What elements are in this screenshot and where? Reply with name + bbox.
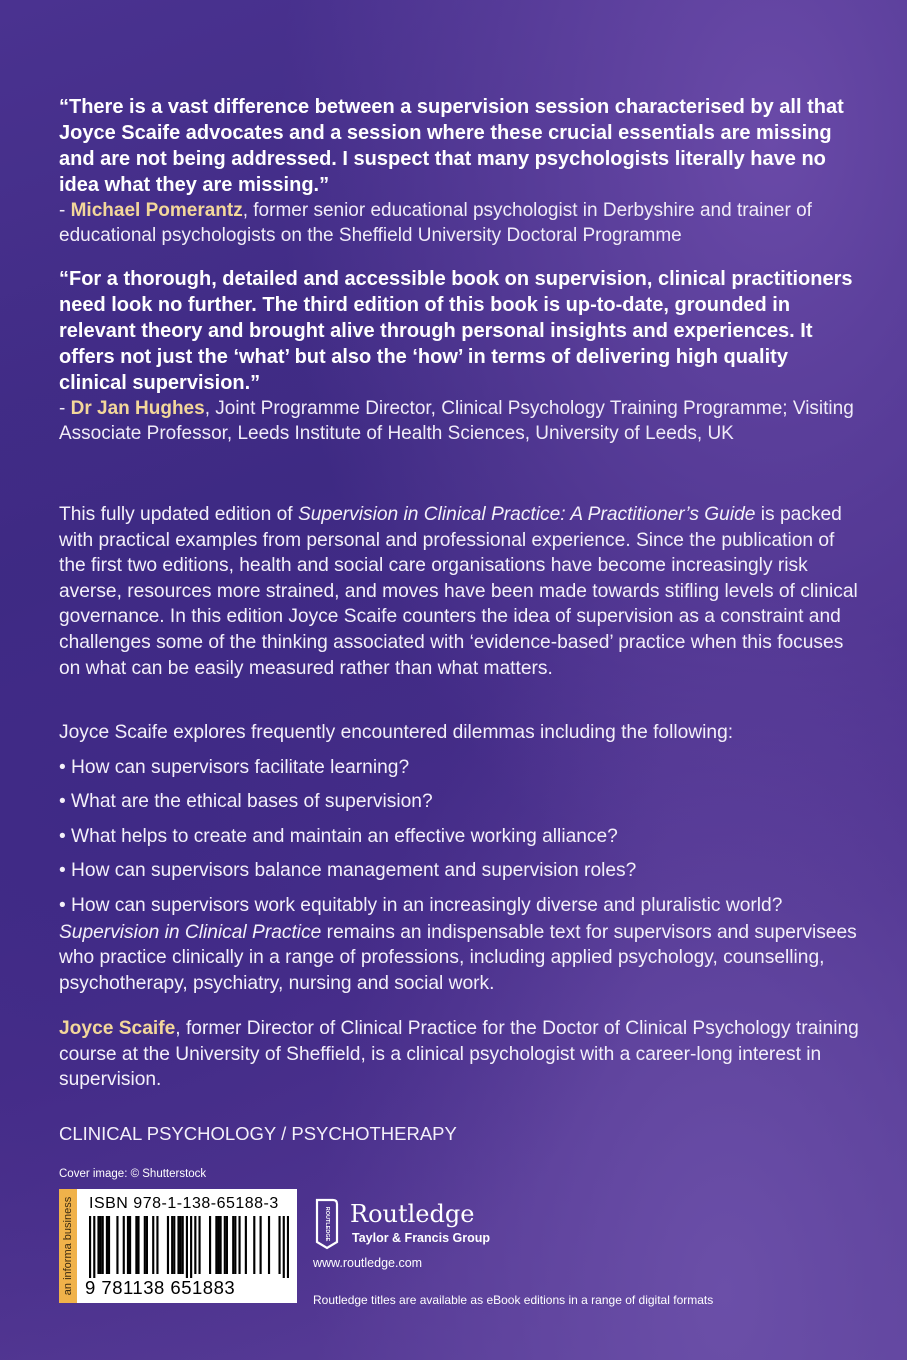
barcode-bar (93, 1216, 95, 1278)
quote-2-dash: - (59, 398, 71, 419)
subject-text: CLINICAL PSYCHOLOGY / PSYCHOTHERAPY (59, 1123, 457, 1144)
dilemmas (59, 720, 859, 996)
barcode-bar (89, 1216, 91, 1278)
ebook-note: Routledge titles are available as eBook editions in a range of digital formats (313, 1293, 714, 1307)
description-post: is packed with practical examples from personal and professional experience. Since the publication of the first two editions, health and social care organisations have become increasingly risk averse, resources more strained, and moves have been made towards stifling levels of clinical governance. In this edition Joyce Scaife counters the idea of supervision as a constraint and challenges some of the thinking associated with ‘evidence-based’ practice when this focuses on what can be easily measured rather than what matters. (59, 504, 858, 679)
barcode-bar (144, 1216, 146, 1274)
description (59, 502, 859, 681)
barcode-bar (194, 1216, 196, 1274)
quote-2 (59, 266, 859, 446)
barcode-bar (146, 1216, 148, 1274)
bio-text (59, 1016, 859, 1093)
bullet-item: • How can supervisors balance management and supervision roles? (59, 860, 637, 882)
barcode-bar (106, 1216, 108, 1274)
barcode-bar (234, 1216, 236, 1274)
bullet-item: • What helps to create and maintain an effective working alliance? (59, 825, 618, 847)
quote-1-role: , former senior educational psychologist in Derbyshire and trainer of educational psychologists on the Sheffield University Doctoral Programme (59, 200, 812, 246)
barcode-bar (287, 1216, 289, 1278)
barcode-bar (245, 1216, 247, 1274)
bullet-item: • How can supervisors work equitably in an increasingly diverse and pluralistic world? (59, 894, 783, 916)
barcode-bar (220, 1216, 222, 1274)
bullet-item: • What are the ethical bases of supervision? (59, 791, 433, 813)
quote-1-dash: - (59, 200, 71, 221)
publisher-website[interactable]: www.routledge.com (313, 1256, 423, 1270)
quote-2-text: “For a thorough, detailed and accessible book on supervision, clinical practitioners need look no further. The third edition of this book is up-to-date, grounded in relevant theory and brought alive through personal insights and experiences. It offers not just the ‘what’ but also the ‘how’ in terms of delivering high quality clinical supervision.” (59, 268, 853, 394)
dilemmas-intro: Joyce Scaife explores frequently encountered dilemmas including the following: (59, 722, 734, 743)
barcode-bar (226, 1216, 228, 1274)
barcode-bar (180, 1216, 182, 1274)
quote-1-attribution (59, 198, 859, 248)
author-bio (59, 1016, 859, 1093)
barcode-bar (186, 1216, 188, 1278)
barcode-bar (217, 1216, 219, 1274)
barcode-bar (173, 1216, 175, 1274)
publisher-group: Taylor & Francis Group (352, 1231, 490, 1245)
publisher-name: Routledge (350, 1200, 475, 1228)
quote-1-text: “There is a vast difference between a supervision session characterised by all that Joyce Scaife advocates and a session where these crucial essentials are missing and are not being addressed. I suspect that many psychologists literally have no idea what they are missing.” (59, 96, 844, 196)
barcode-bar (100, 1216, 102, 1274)
barcode-bar (215, 1216, 217, 1274)
barcode-bar (108, 1216, 110, 1274)
barcode-bar (182, 1216, 184, 1274)
barcode-bar (190, 1216, 192, 1278)
description-pre: This fully updated edition of (59, 504, 298, 525)
barcode-bar (156, 1216, 158, 1274)
barcode-bar (152, 1216, 154, 1274)
informa-strip (59, 1189, 77, 1303)
barcode-bar (123, 1216, 125, 1274)
barcode-bar (224, 1216, 226, 1274)
quote-2-name: Dr Jan Hughes (70, 398, 205, 419)
closing-body: remains an indispensable text for supervisors and supervisees who practice clinically in a range of professions, including applied psychology, counselling, psychotherapy, psychiatry, nursing and social work. (59, 921, 857, 994)
barcode-bar (238, 1216, 240, 1274)
barcode-bar (268, 1216, 270, 1274)
barcode-number: 9 781138 651883 (85, 1277, 236, 1298)
closing-text (59, 920, 859, 997)
quote-1 (59, 94, 859, 248)
barcode-bar (283, 1216, 285, 1278)
barcode-bar (260, 1216, 262, 1274)
quote-2-attribution (59, 396, 859, 446)
book-title: Supervision in Clinical Practice: A Practitioner’s Guide (297, 504, 756, 525)
author-name: Joyce Scaife (59, 1018, 176, 1039)
closing-book-title: Supervision in Clinical Practice (59, 921, 322, 943)
barcode-bar (97, 1216, 99, 1274)
routledge-logo-icon (313, 1198, 339, 1250)
barcode-bar (253, 1216, 255, 1274)
barcode (89, 1216, 289, 1278)
isbn-text: ISBN 978-1-138-65188-3 (89, 1195, 279, 1212)
barcode-bar (102, 1216, 104, 1274)
informa-label: an informa business (62, 1196, 74, 1296)
barcode-bar (278, 1216, 280, 1274)
barcode-bar (135, 1216, 137, 1274)
barcode-bar (209, 1216, 211, 1274)
logo-letters: ROUTLEDGE (324, 1206, 330, 1242)
barcode-bar (129, 1216, 131, 1274)
barcode-bar (116, 1216, 118, 1274)
description-text (59, 502, 859, 681)
barcode-bar (167, 1216, 169, 1274)
subject-category (59, 1122, 859, 1146)
cover-credit: Cover image: © Shutterstock (59, 1168, 207, 1180)
barcode-bar (232, 1216, 234, 1274)
barcode-bar (127, 1216, 129, 1274)
quote-1-name: Michael Pomerantz (70, 200, 243, 221)
barcode-bar (177, 1216, 179, 1274)
barcode-bar (198, 1216, 200, 1274)
bullet-item: • How can supervisors facilitate learning? (59, 756, 410, 778)
barcode-box (59, 1189, 297, 1303)
barcode-bar (137, 1216, 139, 1274)
barcode-bar (171, 1216, 173, 1274)
bio-body: , former Director of Clinical Practice for the Doctor of Clinical Psychology training course at the University of Sheffield, is a clinical psychologist with a career-long interest in supervision. (59, 1018, 859, 1091)
quote-2-role: , Joint Programme Director, Clinical Psychology Training Programme; Visiting Associate Professor, Leeds Institute of Health Sciences, University of Leeds, UK (59, 398, 854, 444)
